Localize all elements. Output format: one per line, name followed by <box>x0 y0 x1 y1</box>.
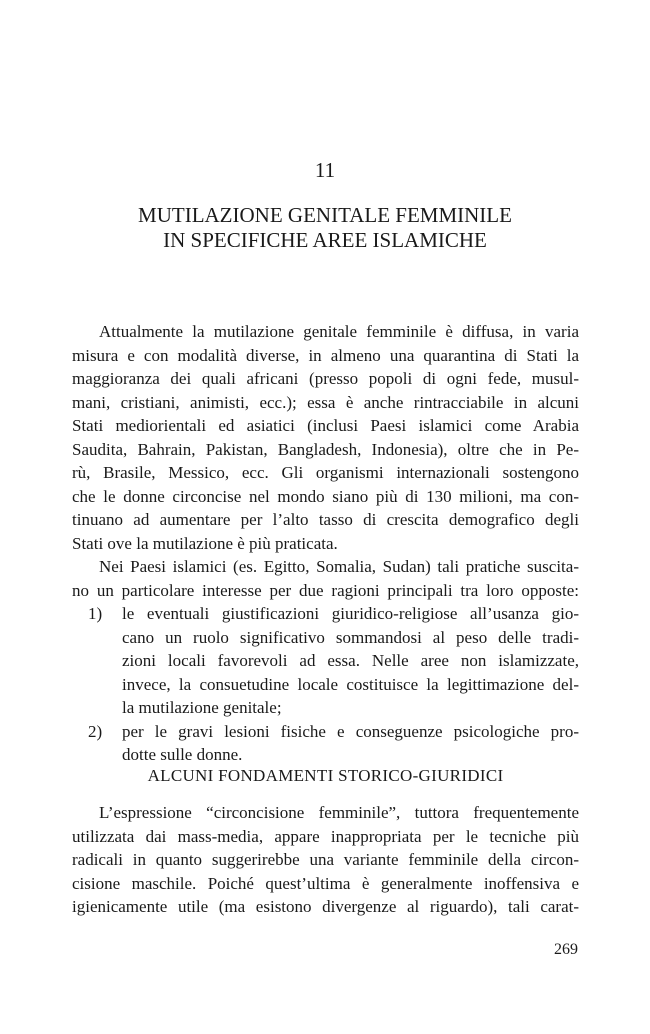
text-line: mani, cristiani, animisti, ecc.); essa è anche rintracciabile in alcuni <box>72 392 579 412</box>
text-line: Stati mediorientali ed asiatici (inclusi Paesi islamici come Arabia <box>72 416 579 435</box>
chapter-title-line: IN SPECIFICHE AREE ISLAMICHE <box>163 228 487 252</box>
text-line: cisione maschile. Poiché quest’ultima è generalmente inoffensiva e <box>72 873 579 893</box>
text-line: per le gravi lesioni fisiche e conseguenze psicologiche pro- <box>122 721 579 741</box>
chapter-number: 11 <box>314 158 336 182</box>
text-line: Attualmente la mutilazione genitale femminile è diffusa, in varia <box>99 322 579 341</box>
list-item <box>72 602 579 720</box>
text-line: utilizzata dai mass-media, appare inappropriata per le tecniche più <box>72 826 579 846</box>
list-item <box>72 720 579 767</box>
text-line: che le donne circoncise nel mondo siano più di 130 milioni, ma con- <box>72 486 579 506</box>
text-line: dotte sulle donne. <box>122 745 243 764</box>
text-line: igienicamente utile (ma esistono divergenze al riguardo), tali carat- <box>72 897 579 916</box>
text-line: Stati ove la mutilazione è più praticata. <box>72 533 338 553</box>
text-line: radicali in quanto suggerirebbe una variante femminile della circon- <box>72 850 579 869</box>
text-line: le eventuali giustificazioni giuridico-religiose all’usanza gio- <box>122 604 579 623</box>
text-line: zioni locali favorevoli ad essa. Nelle aree non islamizzate, <box>122 651 579 670</box>
text-line: invece, la consuetudine locale costituisce la legittimazione del- <box>122 674 579 694</box>
text-line: Nei Paesi islamici (es. Egitto, Somalia, Sudan) tali pratiche suscita- <box>99 557 579 576</box>
body-paragraph-2 <box>72 555 579 602</box>
numbered-list <box>72 602 579 767</box>
chapter-title <box>0 203 650 253</box>
text-line: Saudita, Bahrain, Pakistan, Bangladesh, Indonesia), oltre che in Pe- <box>72 439 579 459</box>
text-line: rù, Brasile, Messico, ecc. Gli organismi internazionali sostengono <box>72 463 579 482</box>
chapter-title-line: MUTILAZIONE GENITALE FEMMINILE <box>138 203 512 227</box>
section-heading: ALCUNI FONDAMENTI STORICO-GIURIDICI <box>147 766 504 785</box>
text-line: misura e con modalità diverse, in almeno una quarantina di Stati la <box>72 345 579 365</box>
text-line: L’espressione “circoncisione femminile”, tuttora frequentemente <box>99 803 579 822</box>
text-line: cano un ruolo significativo sommandosi al peso delle tradi- <box>122 627 579 647</box>
body-paragraph-3 <box>72 801 579 919</box>
text-line: la mutilazione genitale; <box>122 698 282 717</box>
text-line: no un particolare interesse per due ragioni principali tra loro opposte: <box>72 580 579 600</box>
text-line: tinuano ad aumentare per l’alto tasso di crescita demografico degli <box>72 510 579 529</box>
body-paragraph-1 <box>72 320 579 555</box>
text-line: maggioranza dei quali africani (presso popoli di ogni fede, musul- <box>72 369 579 388</box>
page-number: 269 <box>554 941 578 958</box>
list-item-number: 1) <box>88 604 103 623</box>
list-item-number: 2) <box>88 721 103 741</box>
